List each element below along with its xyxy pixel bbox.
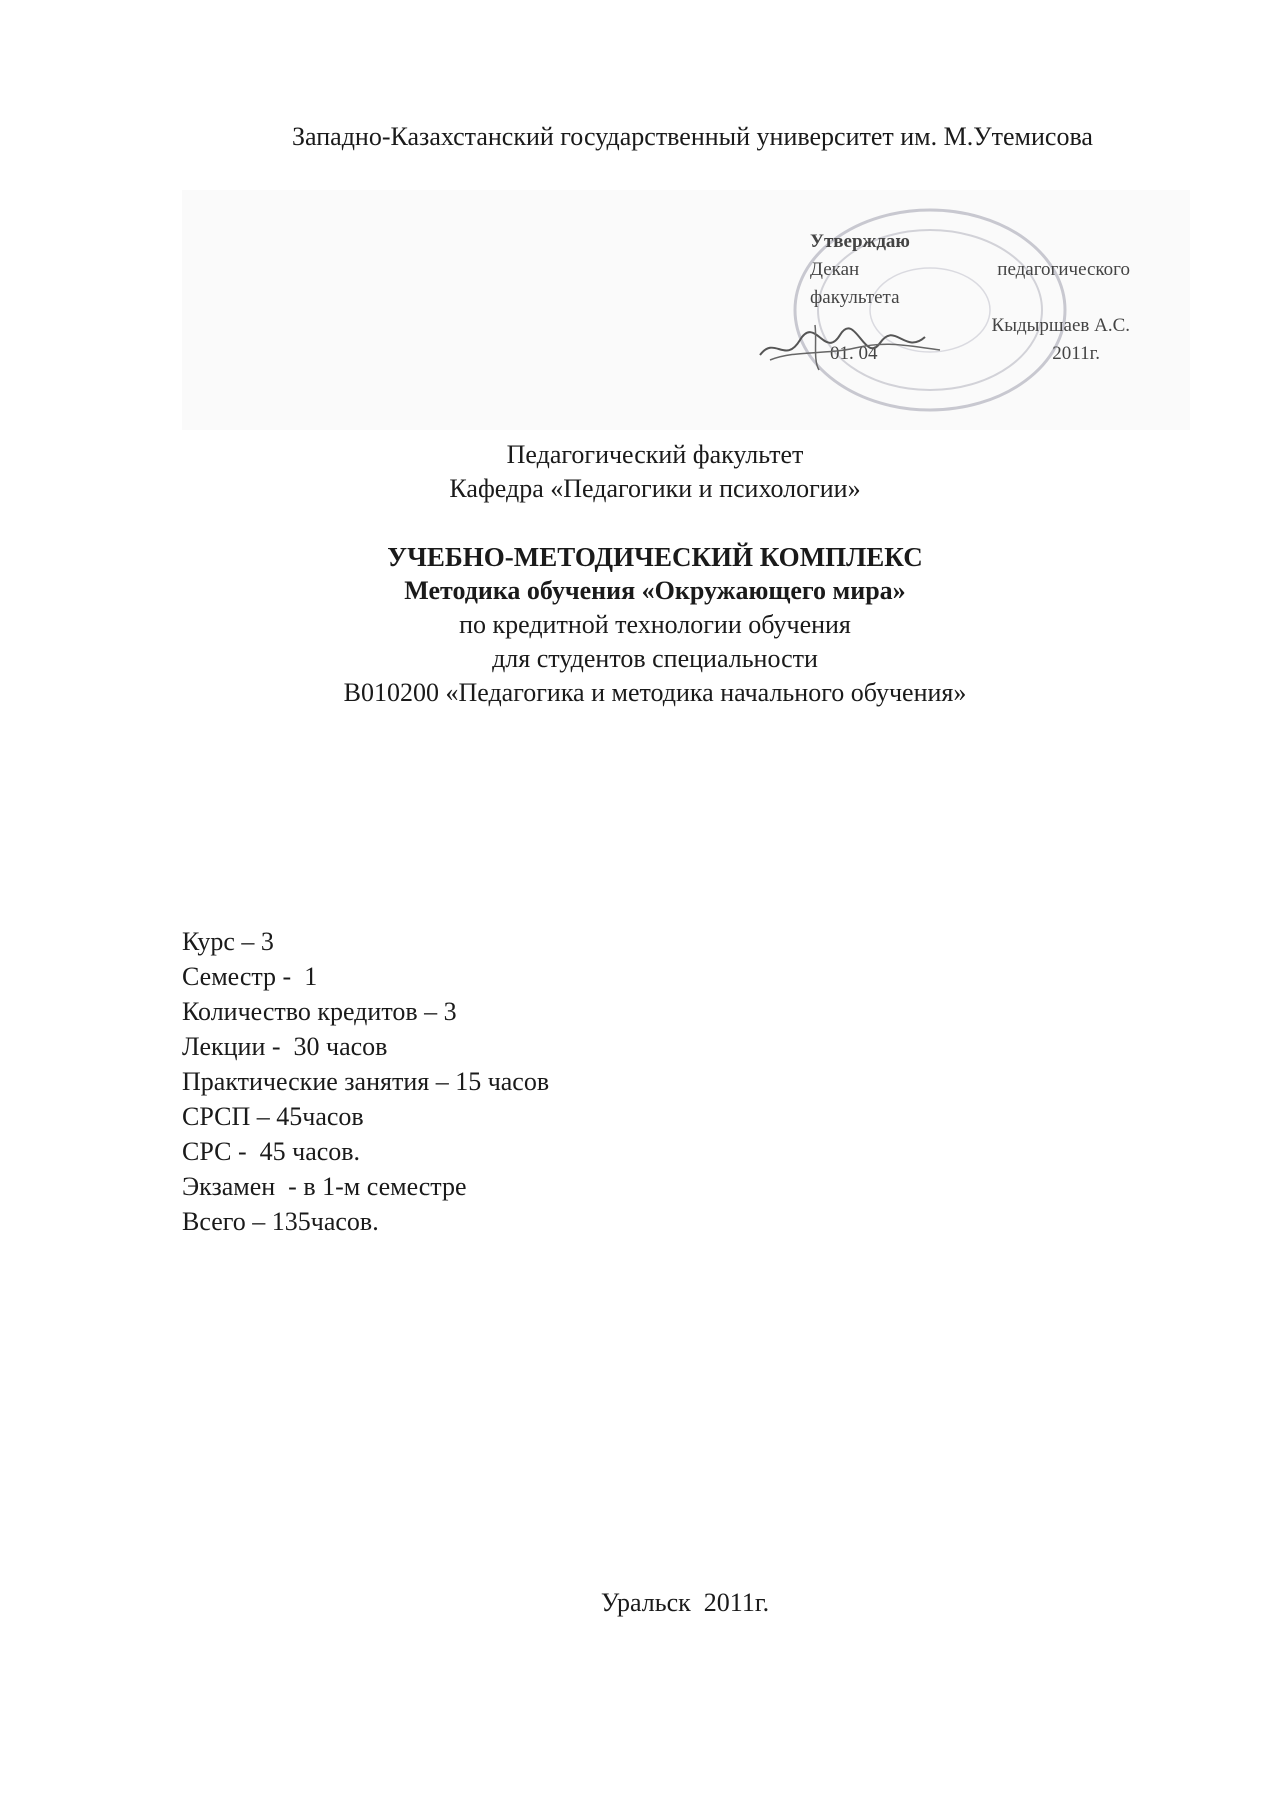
subject-title: Методика обучения «Окружающего мира» (404, 576, 906, 605)
title-line-1: по кредитной технологии обучения (459, 610, 851, 639)
title-block (0, 540, 1280, 710)
course-info-item: Семестр - 1 (182, 962, 318, 991)
faculty-block (0, 438, 1280, 506)
department-name: Кафедра «Педагогики и психологии» (449, 474, 861, 503)
course-info-item: Количество кредитов – 3 (182, 997, 457, 1026)
faculty-name: Педагогический факультет (506, 440, 804, 469)
course-info-item: Всего – 135часов. (182, 1207, 379, 1236)
approval-date: 01. 04 (830, 343, 878, 364)
approve-label: Утверждаю (810, 231, 910, 252)
course-info-item: Лекции - 30 часов (182, 1032, 388, 1061)
title-line-2: для студентов специальности (492, 644, 818, 673)
city-year: Уральск 2011г. (600, 1588, 770, 1617)
document-title: УЧЕБНО-МЕТОДИЧЕСКИЙ КОМПЛЕКС (387, 542, 923, 572)
handwritten-signature (755, 315, 945, 375)
course-info-item: Практические занятия – 15 часов (182, 1067, 550, 1096)
approval-year: 2011г. (1052, 343, 1100, 364)
course-info-item: Экзамен - в 1-м семестре (182, 1172, 467, 1201)
university-name: Западно-Казахстанский государственный университет им. М.Утемисова (292, 122, 1093, 151)
dean-label: Декан (810, 259, 860, 280)
dean-faculty: педагогического (997, 259, 1130, 280)
course-info-item: СРС - 45 часов. (182, 1137, 361, 1166)
faculty-label: факультета (810, 287, 900, 308)
course-info-list (182, 924, 549, 1239)
specialty: В010200 «Педагогика и методика начального обучения» (343, 678, 967, 707)
dean-name: Кыдыршаев А.С. (991, 315, 1130, 336)
course-info-item: СРСП – 45часов (182, 1102, 364, 1131)
course-info-item: Курс – 3 (182, 927, 274, 956)
